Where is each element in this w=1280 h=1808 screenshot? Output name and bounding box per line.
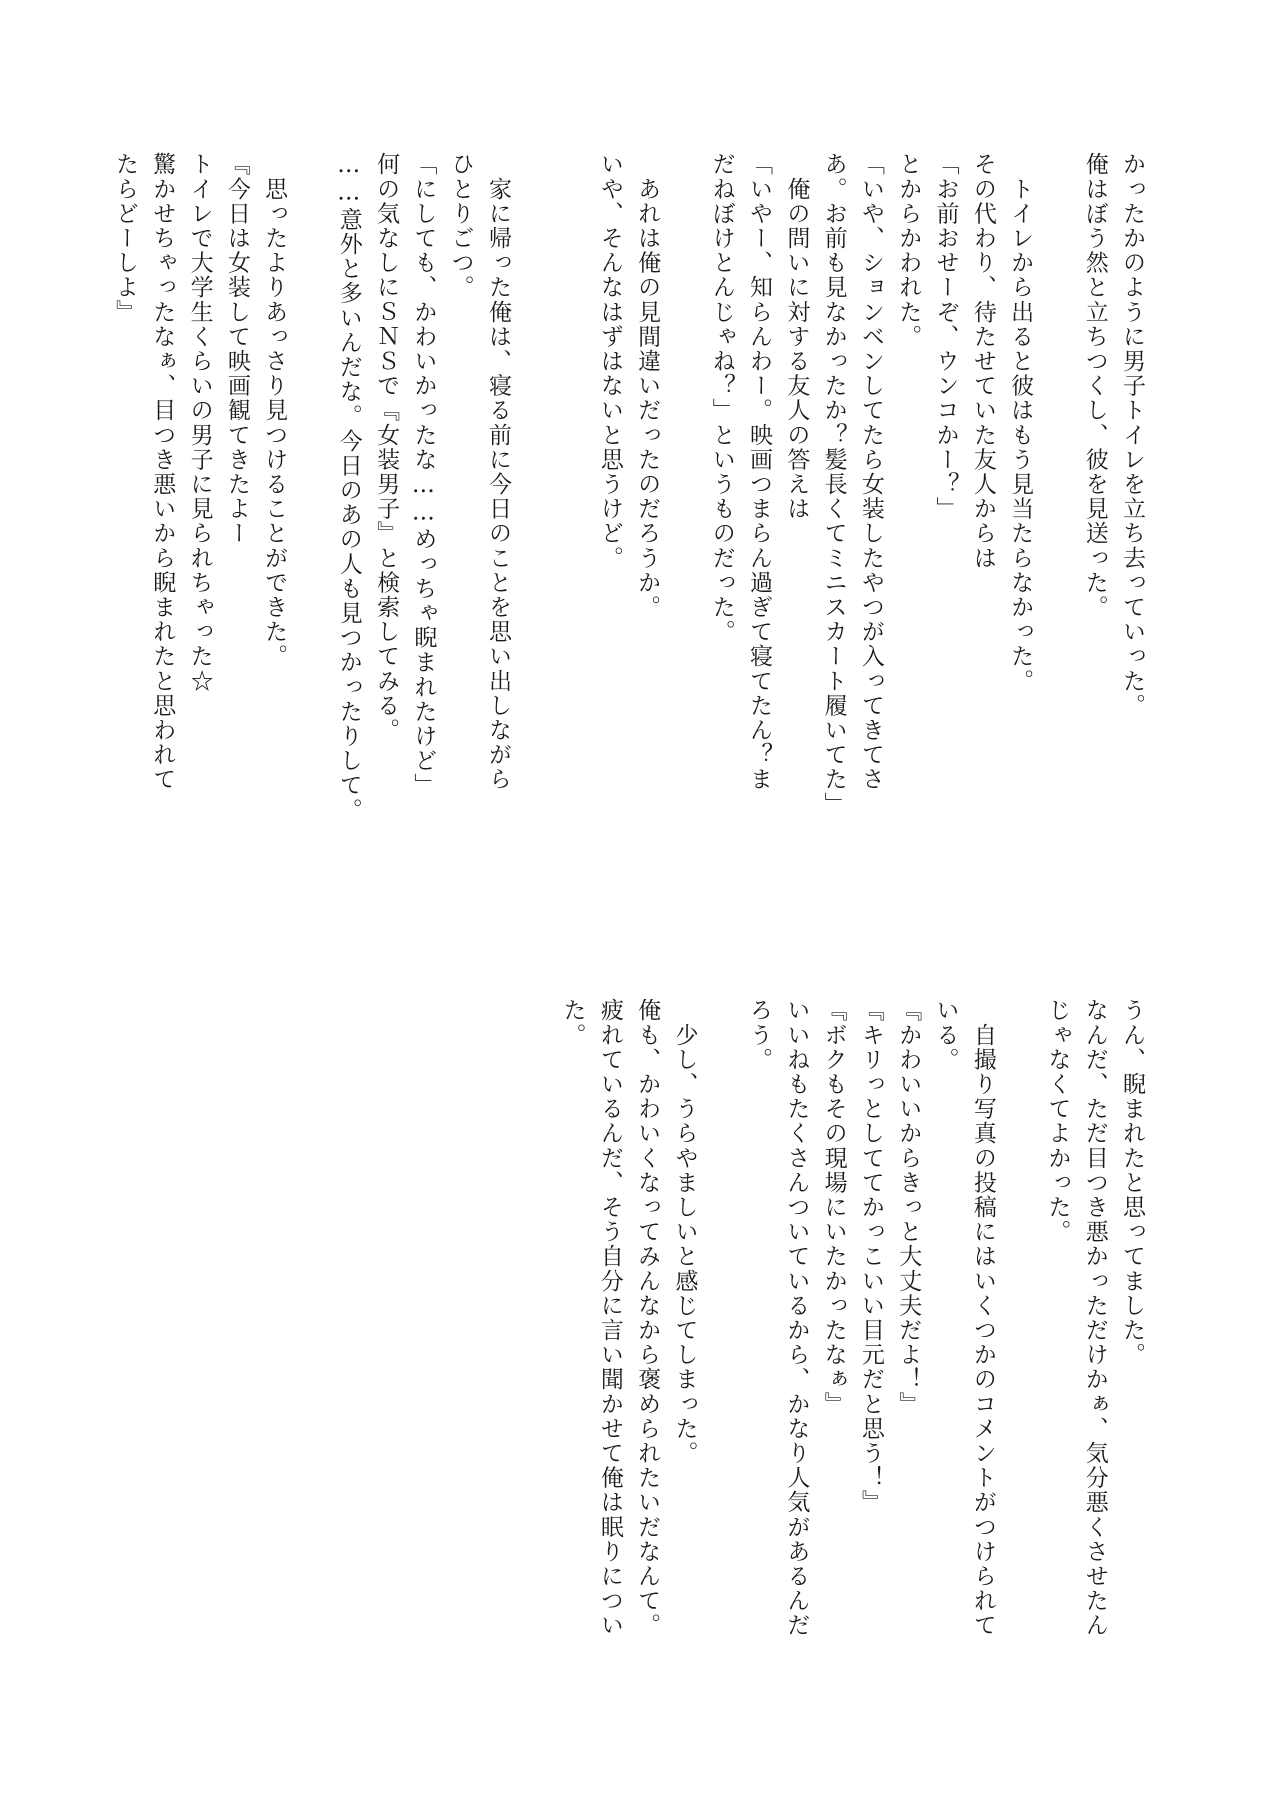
text-line: 『キリっとしててかっこいい目元だと思う！』 — [857, 998, 884, 1515]
text-line: トイレから出ると彼はもう見当たらなかった。 — [1007, 152, 1034, 694]
text-line — [516, 152, 553, 912]
text-line: なんだ、ただ目つき悪かっただけかぁ、気分悪くさせたん — [1081, 998, 1108, 1638]
text-line: だねぼけとんじゃね？」というものだった。 — [708, 152, 735, 644]
text-line: 俺の問いに対する友人の答えは — [783, 152, 810, 521]
text-line — [292, 152, 329, 912]
text-line: 「お前おせーぞ、ウンコかー？」 — [932, 152, 959, 521]
text-line: たらどーしよ』 — [111, 152, 138, 325]
upper-text-block — [106, 152, 1150, 912]
text-line — [1038, 152, 1075, 912]
lower-text-block — [553, 998, 1150, 1738]
text-line: ろう。 — [746, 998, 773, 1072]
text-line: 疲れているんだ、そう自分に言い聞かせて俺は眠りについ — [596, 998, 623, 1638]
text-line: 「にしても、かわいかったな……めっちゃ睨まれたけど」 — [410, 152, 437, 798]
text-line: 「いや、ションベンしてたら女装したやつが入ってきてさ — [857, 152, 884, 792]
text-line: いいねもたくさんついているから、かなり人気があるんだ — [783, 998, 810, 1638]
text-line: あれは俺の見間違いだったのだろうか。 — [634, 152, 661, 620]
text-line: トイレで大学生くらいの男子に見られちゃった☆ — [186, 152, 213, 694]
text-line: 『かわいいからきっと大丈夫だよ！』 — [895, 998, 922, 1417]
text-line: うん、睨まれたと思ってました。 — [1119, 998, 1145, 1367]
text-line — [702, 998, 739, 1738]
text-line: 思ったよりあっさり見つけることができた。 — [261, 152, 288, 669]
text-line: その代わり、待たせていた友人からは — [969, 152, 996, 571]
text-line: とからかわれた。 — [895, 152, 922, 349]
text-line: ひとりごつ。 — [447, 152, 474, 300]
text-line: 「いやー、知らんわー。映画つまらん過ぎて寝てたん？ま — [746, 152, 773, 792]
text-line — [665, 152, 702, 912]
text-line: た。 — [559, 998, 586, 1048]
text-line: いる。 — [932, 998, 959, 1072]
text-line: あ。お前も見なかったか？髪長くてミニスカート履いてた」 — [820, 152, 847, 817]
text-line: 俺も、かわいくなってみんなから褒められたいだなんて。 — [634, 998, 661, 1638]
text-line: 少し、うらやましいと感じてしまった。 — [671, 998, 698, 1466]
text-line: かったかのように男子トイレを立ち去っていった。 — [1119, 152, 1145, 718]
text-line — [1001, 998, 1038, 1738]
text-line: 自撮り写真の投稿にはいくつかのコメントがつけられて — [969, 998, 996, 1638]
text-line: 『今日は女装して映画観てきたよー — [223, 152, 250, 546]
text-line: 驚かせちゃったなぁ、目つき悪いから睨まれたと思われて — [149, 152, 176, 792]
text-line — [553, 152, 590, 912]
text-line: 俺はぼう然と立ちつくし、彼を見送った。 — [1081, 152, 1108, 620]
text-line: じゃなくてよかった。 — [1044, 998, 1071, 1244]
text-line: 何の気なしにＳＮＳで『女装男子』と検索してみる。 — [373, 152, 400, 743]
text-line: ……意外と多いんだな。今日のあの人も見つかったりして。 — [335, 152, 362, 823]
text-line: いや、そんなはずはないと思うけど。 — [596, 152, 623, 571]
text-line: 家に帰った俺は、寝る前に今日のことを思い出しながら — [484, 152, 511, 792]
text-line: 『ボクもその現場にいたかったなぁ』 — [820, 998, 847, 1417]
